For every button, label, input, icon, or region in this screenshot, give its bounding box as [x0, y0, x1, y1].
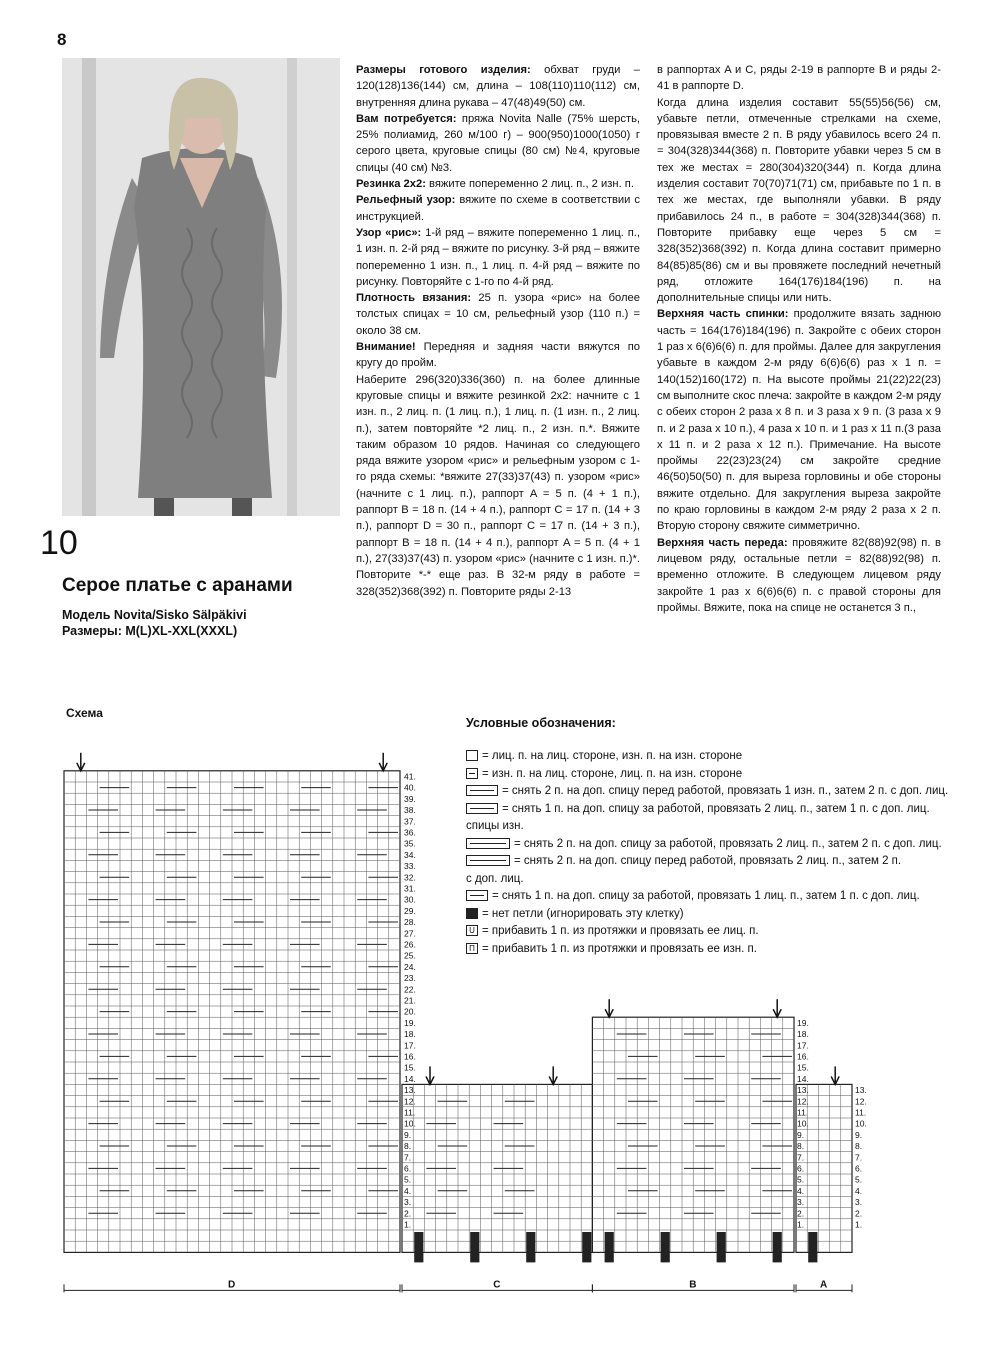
paragraph-lead: Резинка 2х2: — [356, 178, 426, 191]
legend-text: = прибавить 1 п. из протяжки и провязать ее лиц. п. — [482, 925, 759, 937]
row-number: 4. — [855, 1185, 863, 1196]
paragraph-lead: Верхняя часть переда: — [657, 536, 788, 549]
paragraph-lead: Узор «рис»: — [356, 226, 422, 239]
legend-text: = лиц. п. на лиц. стороне, изн. п. на изн. стороне — [482, 750, 743, 762]
row-number: 5. — [855, 1174, 863, 1185]
paragraph-lead: Рельефный узор: — [356, 194, 456, 207]
row-number: 6. — [797, 1163, 805, 1174]
row-number: 27. — [404, 928, 416, 939]
repeat-b-no-stitch — [605, 1232, 614, 1262]
legend-text: с доп. лиц. — [466, 872, 524, 885]
row-number: 8. — [404, 1141, 412, 1152]
paragraph-text: 1-й ряд – вяжите попеременно 1 лиц. п., 1 изн. п. 2-й ряд – вяжите по рисунку. 3-й ряд – вяжите попеременно 1 изн. п., 1 лиц. п. 4-й ряд – вяжите по рисунку. Повторяйте с 1-го по 4-й ряд. — [356, 226, 641, 288]
row-number: 7. — [797, 1152, 805, 1163]
row-number: 17. — [797, 1040, 809, 1051]
row-number: 12. — [855, 1096, 867, 1107]
row-number: 37. — [404, 816, 416, 827]
row-number: 21. — [404, 995, 416, 1006]
row-number: 30. — [404, 894, 416, 905]
repeat-b-no-stitch — [661, 1232, 670, 1262]
paragraph-text: 25 п. узора «рис» на более толстых спицах = 10 см, рельефный узор (110 п.) = около 38 см. — [356, 292, 640, 337]
paragraph-lead: Внимание! — [356, 341, 416, 354]
row-number: 5. — [797, 1174, 805, 1185]
row-number: 3. — [404, 1197, 412, 1208]
row-number: 8. — [855, 1141, 863, 1152]
row-number: 35. — [404, 838, 416, 849]
sizes-line: Размеры: M(L)XL-XXL(XXXL) — [62, 624, 238, 638]
page-number: 8 — [57, 30, 67, 49]
row-number: 9. — [855, 1129, 863, 1140]
row-number: 39. — [404, 793, 416, 804]
legend-title: Условные обозначения: — [466, 716, 616, 730]
row-number: 33. — [404, 861, 416, 872]
row-number: 3. — [855, 1197, 863, 1208]
row-number: 11. — [855, 1107, 867, 1118]
repeat-c-no-stitch — [526, 1232, 535, 1262]
repeat-label: B — [689, 1279, 697, 1291]
paragraph-lead: Вам потребуется: — [356, 112, 457, 125]
model-line: Модель Novita/Sisko Sälpäkivi — [62, 608, 247, 622]
legend-text: = снять 2 п. на доп. спицу за работой, провязать 2 лиц. п., затем 2 п. с доп. лиц. — [514, 837, 942, 850]
row-number: 7. — [404, 1152, 412, 1163]
pattern-number: 10 — [40, 524, 78, 562]
row-number: 23. — [404, 973, 416, 984]
legend-text: = нет петли (игнорировать эту клетку) — [482, 907, 684, 920]
row-number: 5. — [404, 1174, 412, 1185]
legend-text: = изн. п. на лиц. стороне, лиц. п. на изн. стороне — [482, 767, 743, 780]
make-one-knit-symbol: U — [466, 925, 478, 936]
row-number: 11. — [797, 1107, 809, 1118]
repeat-b-no-stitch — [717, 1232, 726, 1262]
paragraph-lead: Размеры готового изделия: — [356, 64, 531, 76]
row-number: 41. — [404, 771, 416, 782]
row-number: 14. — [797, 1073, 809, 1084]
row-number: 10. — [404, 1118, 416, 1129]
paragraph-text: Наберите 296(320)336(360) п. на более длинные круговые спицы и вяжите резинкой 2х2: начните с 1 изн. п., 2 лиц. п. (1 лиц. п.), 1 лиц. п. (1 изн. п., 2 лиц. п.), затем повторяйте *2 лиц. п., 2 изн. п.*. Вяжите таким образом 10 рядов. Начиная со следующего ряда вяжите узором «рис» и рельефным узором с 1-го ряда схемы: *вяжите 27(33)37(43) п. узором «рис» (начните с 1 лиц. п.), раппорт A = 5 п. (4 + 1 п.), раппорт B = 18 п. (14 + 4 п.), раппорт C = 17 п. (14 + 3 п.), раппорт D = 30 п., раппорт C = 17 п. (14 + 3 п.), раппорт B = 18 п. (14 + 4 п.), раппорт A = 5 п. (4 + 1 п.), 27(33)37(43) п. узором «рис» (начните с 1 изн. п.)*. Повторите *-* еще раз. В 32-м ряду в работе = 328(352)368(392) п. Повторите ряды 2-13 — [356, 373, 640, 598]
row-number: 6. — [404, 1163, 412, 1174]
row-number: 12. — [797, 1096, 809, 1107]
row-number: 38. — [404, 805, 416, 816]
paragraph-text: вяжите по схеме в соответствии с инструкцией. — [356, 194, 641, 223]
repeat-label: D — [228, 1279, 236, 1291]
row-number: 20. — [404, 1006, 416, 1017]
row-number: 13. — [855, 1085, 867, 1096]
legend-text: = снять 2 п. на доп. спицу перед работой, провязать 1 изн. п., затем 2 п. с доп. лиц. — [502, 785, 949, 797]
paragraph-text: провяжите 82(88)92(98) п. в лицевом ряду, остальные петли = 82(88)92(98) п. временно отложите. В следующем лицевом ряду закройте 1 раз х 6(6)6(6) п. с правой стороны для проймы. Вяжите, пока на спице не останется 3 п., — [657, 536, 941, 614]
row-number: 1. — [855, 1219, 863, 1230]
paragraph-text: в раппортах A и C, ряды 2-19 в раппорте B и ряды 2-41 в раппорте D. — [657, 64, 941, 93]
paragraph-lead: Верхняя часть спинки: — [657, 308, 789, 321]
row-number: 10. — [855, 1118, 867, 1129]
row-number: 22. — [404, 984, 416, 995]
row-number: 19. — [404, 1017, 416, 1028]
legend-text: = снять 1 п. на доп. спицу за работой, провязать 2 лиц. п., затем 1 п. с доп. лиц. — [502, 802, 930, 815]
legend-text: спицы изн. — [466, 820, 524, 832]
row-number: 15. — [404, 1062, 416, 1073]
legend-text: = снять 2 п. на доп. спицу перед работой, провязать 2 лиц. п., затем 2 п. — [514, 855, 902, 867]
row-number: 40. — [404, 782, 416, 793]
make-one-purl-symbol: П — [466, 943, 478, 954]
row-number: 16. — [797, 1051, 809, 1062]
row-number: 32. — [404, 872, 416, 883]
paragraph-text: обхват груди – 120(128)136(144) см, длина – 108(110)110(112) см, внутренняя длина рукава – 47(48)49(50) см. — [356, 64, 640, 109]
row-number: 3. — [797, 1197, 805, 1208]
row-number: 9. — [797, 1129, 805, 1140]
row-number: 1. — [404, 1219, 412, 1230]
paragraph-text: Передняя и задняя части вяжутся по кругу до пройм. — [356, 341, 640, 370]
row-number: 25. — [404, 950, 416, 961]
row-number: 7. — [855, 1152, 863, 1163]
repeat-a-no-stitch — [808, 1232, 817, 1262]
repeat-c-no-stitch — [582, 1232, 591, 1262]
row-number: 10. — [797, 1118, 809, 1129]
row-number: 2. — [404, 1208, 412, 1219]
row-number: 6. — [855, 1163, 863, 1174]
row-number: 14. — [404, 1073, 416, 1084]
row-number: 31. — [404, 883, 416, 894]
row-number: 8. — [797, 1141, 805, 1152]
row-number: 9. — [404, 1129, 412, 1140]
schema-label: Схема — [66, 706, 103, 720]
legend-text: = прибавить 1 п. из протяжки и провязать ее изн. п. — [482, 942, 757, 955]
row-number: 34. — [404, 849, 416, 860]
row-number: 4. — [797, 1185, 805, 1196]
row-number: 2. — [855, 1208, 863, 1219]
repeat-label: A — [820, 1279, 828, 1291]
row-number: 19. — [797, 1017, 809, 1028]
row-number: 36. — [404, 827, 416, 838]
row-number: 17. — [404, 1040, 416, 1051]
row-number: 11. — [404, 1107, 416, 1118]
legend-text: = снять 1 п. на доп. спицу за работой, провязать 1 лиц. п., затем 1 п. с доп. лиц. — [492, 890, 920, 902]
paragraph-lead: Плотность вязания: — [356, 292, 472, 305]
repeat-c-no-stitch — [414, 1232, 423, 1262]
paragraph-text: пряжа Novita Nalle (75% шерсть, 25% полиамид, 260 м/100 г) – 900(950)1000(1050) г серого цвета, круговые спицы (80 см) №4, круговые спицы (40 см) №3. — [356, 112, 641, 174]
row-number: 13. — [797, 1085, 809, 1096]
row-number: 16. — [404, 1051, 416, 1062]
row-number: 13. — [404, 1085, 416, 1096]
paragraph-text: Когда длина изделия составит 55(55)56(56) см, убавьте петли, отмеченные стрелками на схеме, провязывая вместе 2 п. В ряду убавилось всего 24 п. = 304(328)344(368) п. Повторите убавки через 5 см в тех же местах = 280(304)320(344) п. Когда длина изделия составит 70(70)71(71) см, прибавьте по 1 п. в тех же местах, где выполняли убавки. В ряду прибавилось 24 п., в работе = 304(328)344(368) п. Повторите прибавку еще через 5 см = 328(352)368(392) п. Когда длина составит примерно 84(85)85(86) см и вы провяжете последний нечетный ряд, отложите 164(176)184(196) п. на дополнительные спицы или нить. — [657, 96, 941, 305]
row-number: 18. — [404, 1029, 416, 1040]
pattern-title: Серое платье с аранами — [62, 575, 293, 596]
repeat-label: C — [493, 1279, 501, 1291]
row-number: 24. — [404, 961, 416, 972]
row-number: 12. — [404, 1096, 416, 1107]
row-number: 2. — [797, 1208, 805, 1219]
row-number: 29. — [404, 905, 416, 916]
row-number: 18. — [797, 1029, 809, 1040]
row-number: 4. — [404, 1185, 412, 1196]
paragraph-text: продолжите вязать заднюю часть = 164(176)184(196) п. Закройте с обеих сторон 1 раз х 6(6)6(6) п. для проймы. Далее для закругления убавьте в каждом 2-м ряду 6(6)6(6) раз х 1 п. = 140(152)160(172) п. На высоте проймы 21(22)22(23) см выполните скос плеча: закройте в каждом 2-м ряду с обеих сторон 2 раза х 8 п. и 3 раза х 9 п. (3 раза х 9 п. и 2 раза х 10 п.), 4 раза х 10 п. и 1 раз х 11 п.(3 раза х 11 п. и 2 раза х 12 п.). Примечание. На высоте проймы 22(23)23(24) см закройте средние 46(50)50(50) п. для выреза горловины и обе стороны вяжите отдельно. Для закругления выреза закройте по краю горловины в каждом 2-м ряду 2 раза х 2 п. Вторую сторону свяжите симметрично. — [657, 308, 942, 533]
row-number: 15. — [797, 1062, 809, 1073]
row-number: 28. — [404, 917, 416, 928]
row-number: 26. — [404, 939, 416, 950]
paragraph-text: вяжите попеременно 2 лиц. п., 2 изн. п. — [425, 178, 634, 191]
row-number: 1. — [797, 1219, 805, 1230]
repeat-b-no-stitch — [773, 1232, 782, 1262]
repeat-c-no-stitch — [470, 1232, 479, 1262]
